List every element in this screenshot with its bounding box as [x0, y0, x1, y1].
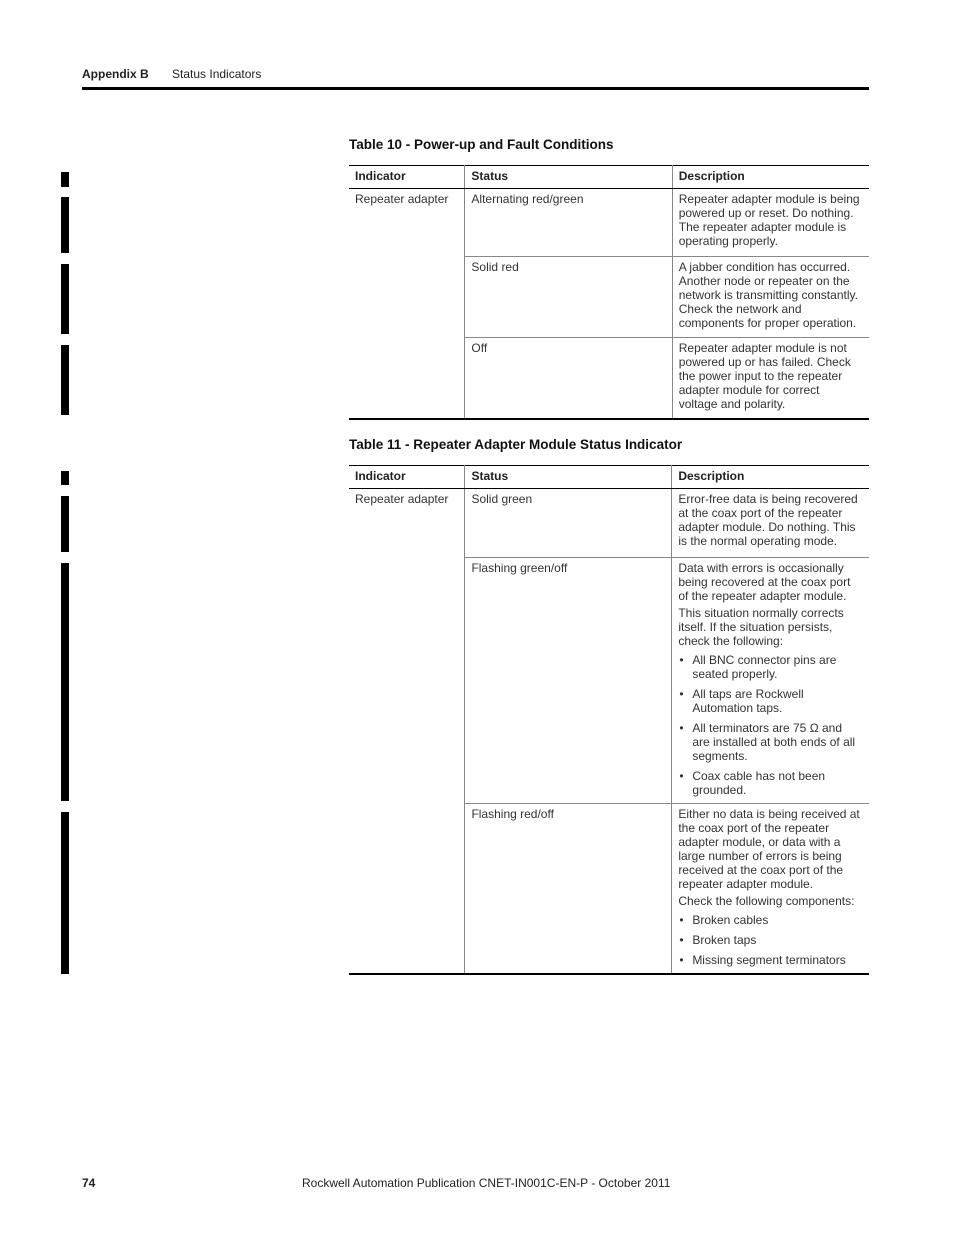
- description-paragraph: Error-free data is being recovered at the coax port of the repeater adapter module. Do nothing. This is the normal operating mode.: [678, 492, 858, 548]
- list-item: • Broken cables: [678, 913, 861, 927]
- table-header-row: [349, 466, 869, 489]
- page-number: 74: [82, 1176, 96, 1190]
- change-bar: [61, 563, 69, 801]
- bullet-list: [678, 913, 861, 967]
- table10-title: Table 10 - Power-up and Fault Conditions: [349, 137, 614, 152]
- change-bar: [61, 471, 69, 485]
- list-item: • All terminators are 75 Ω and are installed at both ends of all segments.: [678, 721, 861, 763]
- list-item: • All BNC connector pins are seated properly.: [678, 653, 861, 681]
- section-title: Status Indicators: [172, 67, 262, 81]
- list-item: • All taps are Rockwell Automation taps.: [678, 687, 861, 715]
- status-cell: Solid green: [465, 489, 672, 558]
- table-row: [349, 189, 869, 257]
- table-header-row: [349, 166, 869, 189]
- indicator-cell: Repeater adapter: [349, 189, 465, 419]
- table10: [349, 165, 869, 420]
- description-paragraph: Check the following components:: [678, 894, 855, 908]
- description-paragraph: Either no data is being received at the coax port of the repeater adapter module, or data with a large number of errors is being received at the coax port of the repeater adapter module.: [678, 807, 860, 891]
- change-bar: [61, 812, 69, 974]
- page-header: [82, 66, 869, 90]
- table11: [349, 465, 869, 975]
- list-item: • Coax cable has not been grounded.: [678, 769, 861, 797]
- bullet-list: [678, 653, 861, 797]
- description-cell: [672, 489, 869, 558]
- table11-title: Table 11 - Repeater Adapter Module Status Indicator: [349, 437, 683, 452]
- table-row: [349, 489, 869, 558]
- status-cell: Solid red: [465, 257, 672, 338]
- description-cell: [672, 804, 869, 975]
- publication-info: Rockwell Automation Publication CNET-IN001C-EN-P - October 2011: [302, 1176, 671, 1190]
- change-bar: [61, 197, 69, 253]
- description-cell: Repeater adapter module is not powered up or has failed. Check the power input to the repeater adapter module for correct voltage and polarity.: [672, 338, 869, 419]
- column-header-status: Status: [465, 466, 672, 489]
- status-cell: Off: [465, 338, 672, 419]
- change-bar: [61, 345, 69, 415]
- status-cell: Alternating red/green: [465, 189, 672, 257]
- list-item: • Missing segment terminators: [678, 953, 861, 967]
- description-paragraph: This situation normally corrects itself. If the situation persists, check the following:: [678, 606, 844, 648]
- change-bar: [61, 496, 69, 552]
- status-cell: Flashing red/off: [465, 804, 672, 975]
- column-header-status: Status: [465, 166, 672, 189]
- appendix-label: Appendix B: [82, 67, 149, 81]
- status-cell: Flashing green/off: [465, 558, 672, 804]
- description-cell: Repeater adapter module is being powered up or reset. Do nothing. The repeater adapter module is operating properly.: [672, 189, 869, 257]
- description-cell: [672, 558, 869, 804]
- column-header-indicator: Indicator: [349, 466, 465, 489]
- column-header-description: Description: [672, 466, 869, 489]
- list-item: • Broken taps: [678, 933, 861, 947]
- indicator-cell: Repeater adapter: [349, 489, 465, 975]
- change-bar: [61, 172, 69, 187]
- change-bar: [61, 264, 69, 334]
- column-header-description: Description: [672, 166, 869, 189]
- column-header-indicator: Indicator: [349, 166, 465, 189]
- description-paragraph: Data with errors is occasionally being recovered at the coax port of the repeater adapter module.: [678, 561, 851, 603]
- description-cell: A jabber condition has occurred. Another node or repeater on the network is transmitting constantly. Check the network and components for proper operation.: [672, 257, 869, 338]
